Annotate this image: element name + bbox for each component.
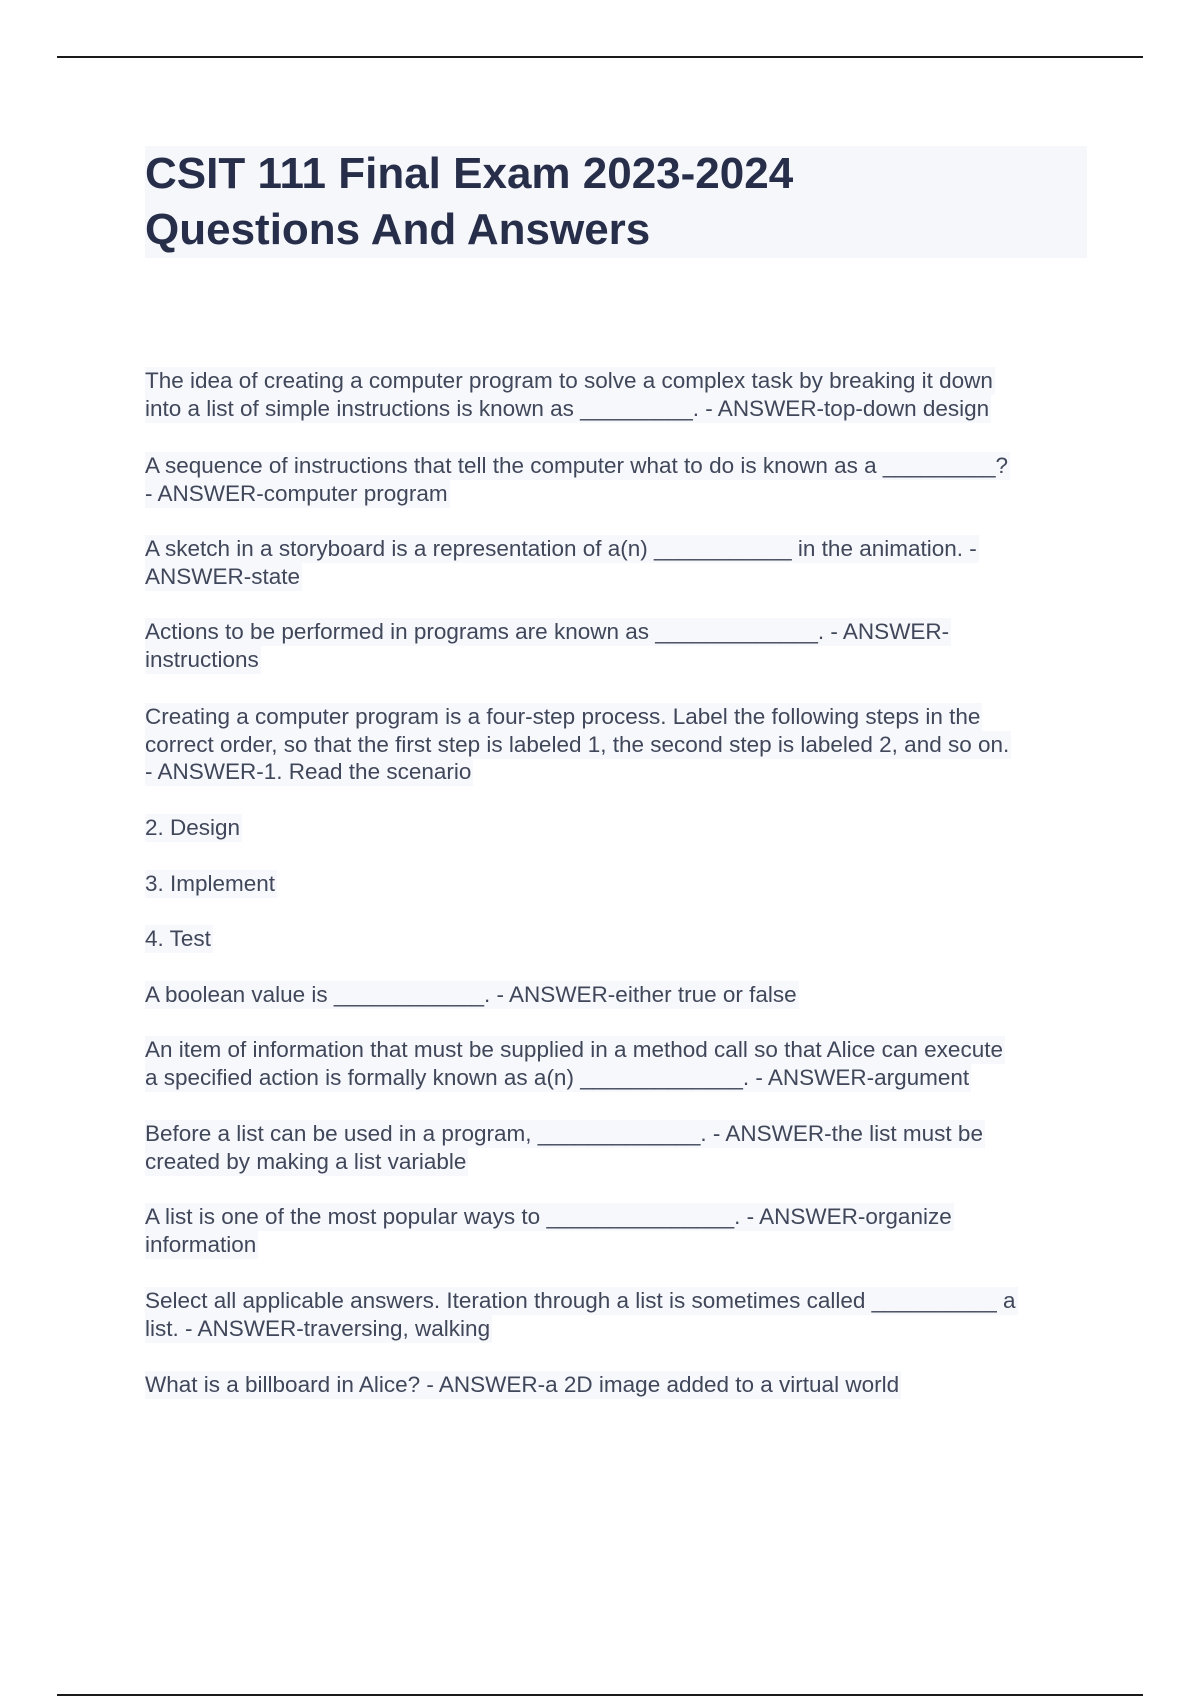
page-title-line-2: Questions And Answers	[145, 205, 651, 254]
qa-line: Actions to be performed in programs are known as _____________. - ANSWER-	[145, 619, 950, 644]
qa-line: An item of information that must be supplied in a method call so that Alice can execute	[145, 1037, 1003, 1062]
qa-line: A boolean value is ____________. - ANSWER-either true or false	[145, 982, 797, 1007]
qa-line: A sketch in a storyboard is a representation of a(n) ___________ in the animation. -	[145, 536, 977, 561]
bottom-rule	[57, 1694, 1143, 1696]
page-title-line-1: CSIT 111 Final Exam 2023-2024	[145, 149, 794, 198]
qa-line: 4. Test	[145, 926, 211, 951]
qa-line: correct order, so that the first step is labeled 1, the second step is labeled 2, and so on.	[145, 732, 1010, 757]
qa-line: Before a list can be used in a program, _____________. - ANSWER-the list must be	[145, 1121, 983, 1146]
qa-line: What is a billboard in Alice? - ANSWER-a 2D image added to a virtual world	[145, 1372, 900, 1397]
qa-line: information	[145, 1232, 257, 1257]
qa-line: Select all applicable answers. Iteration through a list is sometimes called __________ a	[145, 1288, 1016, 1313]
title-block	[145, 146, 1087, 258]
qa-line: list. - ANSWER-traversing, walking	[145, 1316, 491, 1341]
qa-line: a specified action is formally known as a(n) _____________. - ANSWER-argument	[145, 1065, 970, 1090]
qa-line: 2. Design	[145, 815, 241, 840]
qa-line: into a list of simple instructions is known as _________. - ANSWER-top-down design	[145, 396, 990, 421]
qa-line: A sequence of instructions that tell the computer what to do is known as a _________?	[145, 453, 1009, 478]
qa-line: - ANSWER-computer program	[145, 481, 448, 506]
qa-line: 3. Implement	[145, 871, 276, 896]
qa-line: instructions	[145, 647, 259, 672]
qa-line: A list is one of the most popular ways to _______________. - ANSWER-organize	[145, 1204, 952, 1229]
qa-line: - ANSWER-1. Read the scenario	[145, 759, 472, 784]
qa-line: ANSWER-state	[145, 564, 301, 589]
qa-line: Creating a computer program is a four-step process. Label the following steps in the	[145, 704, 981, 729]
qa-line: created by making a list variable	[145, 1149, 467, 1174]
qa-line: The idea of creating a computer program to solve a complex task by breaking it down	[145, 368, 993, 393]
top-rule	[57, 56, 1143, 58]
